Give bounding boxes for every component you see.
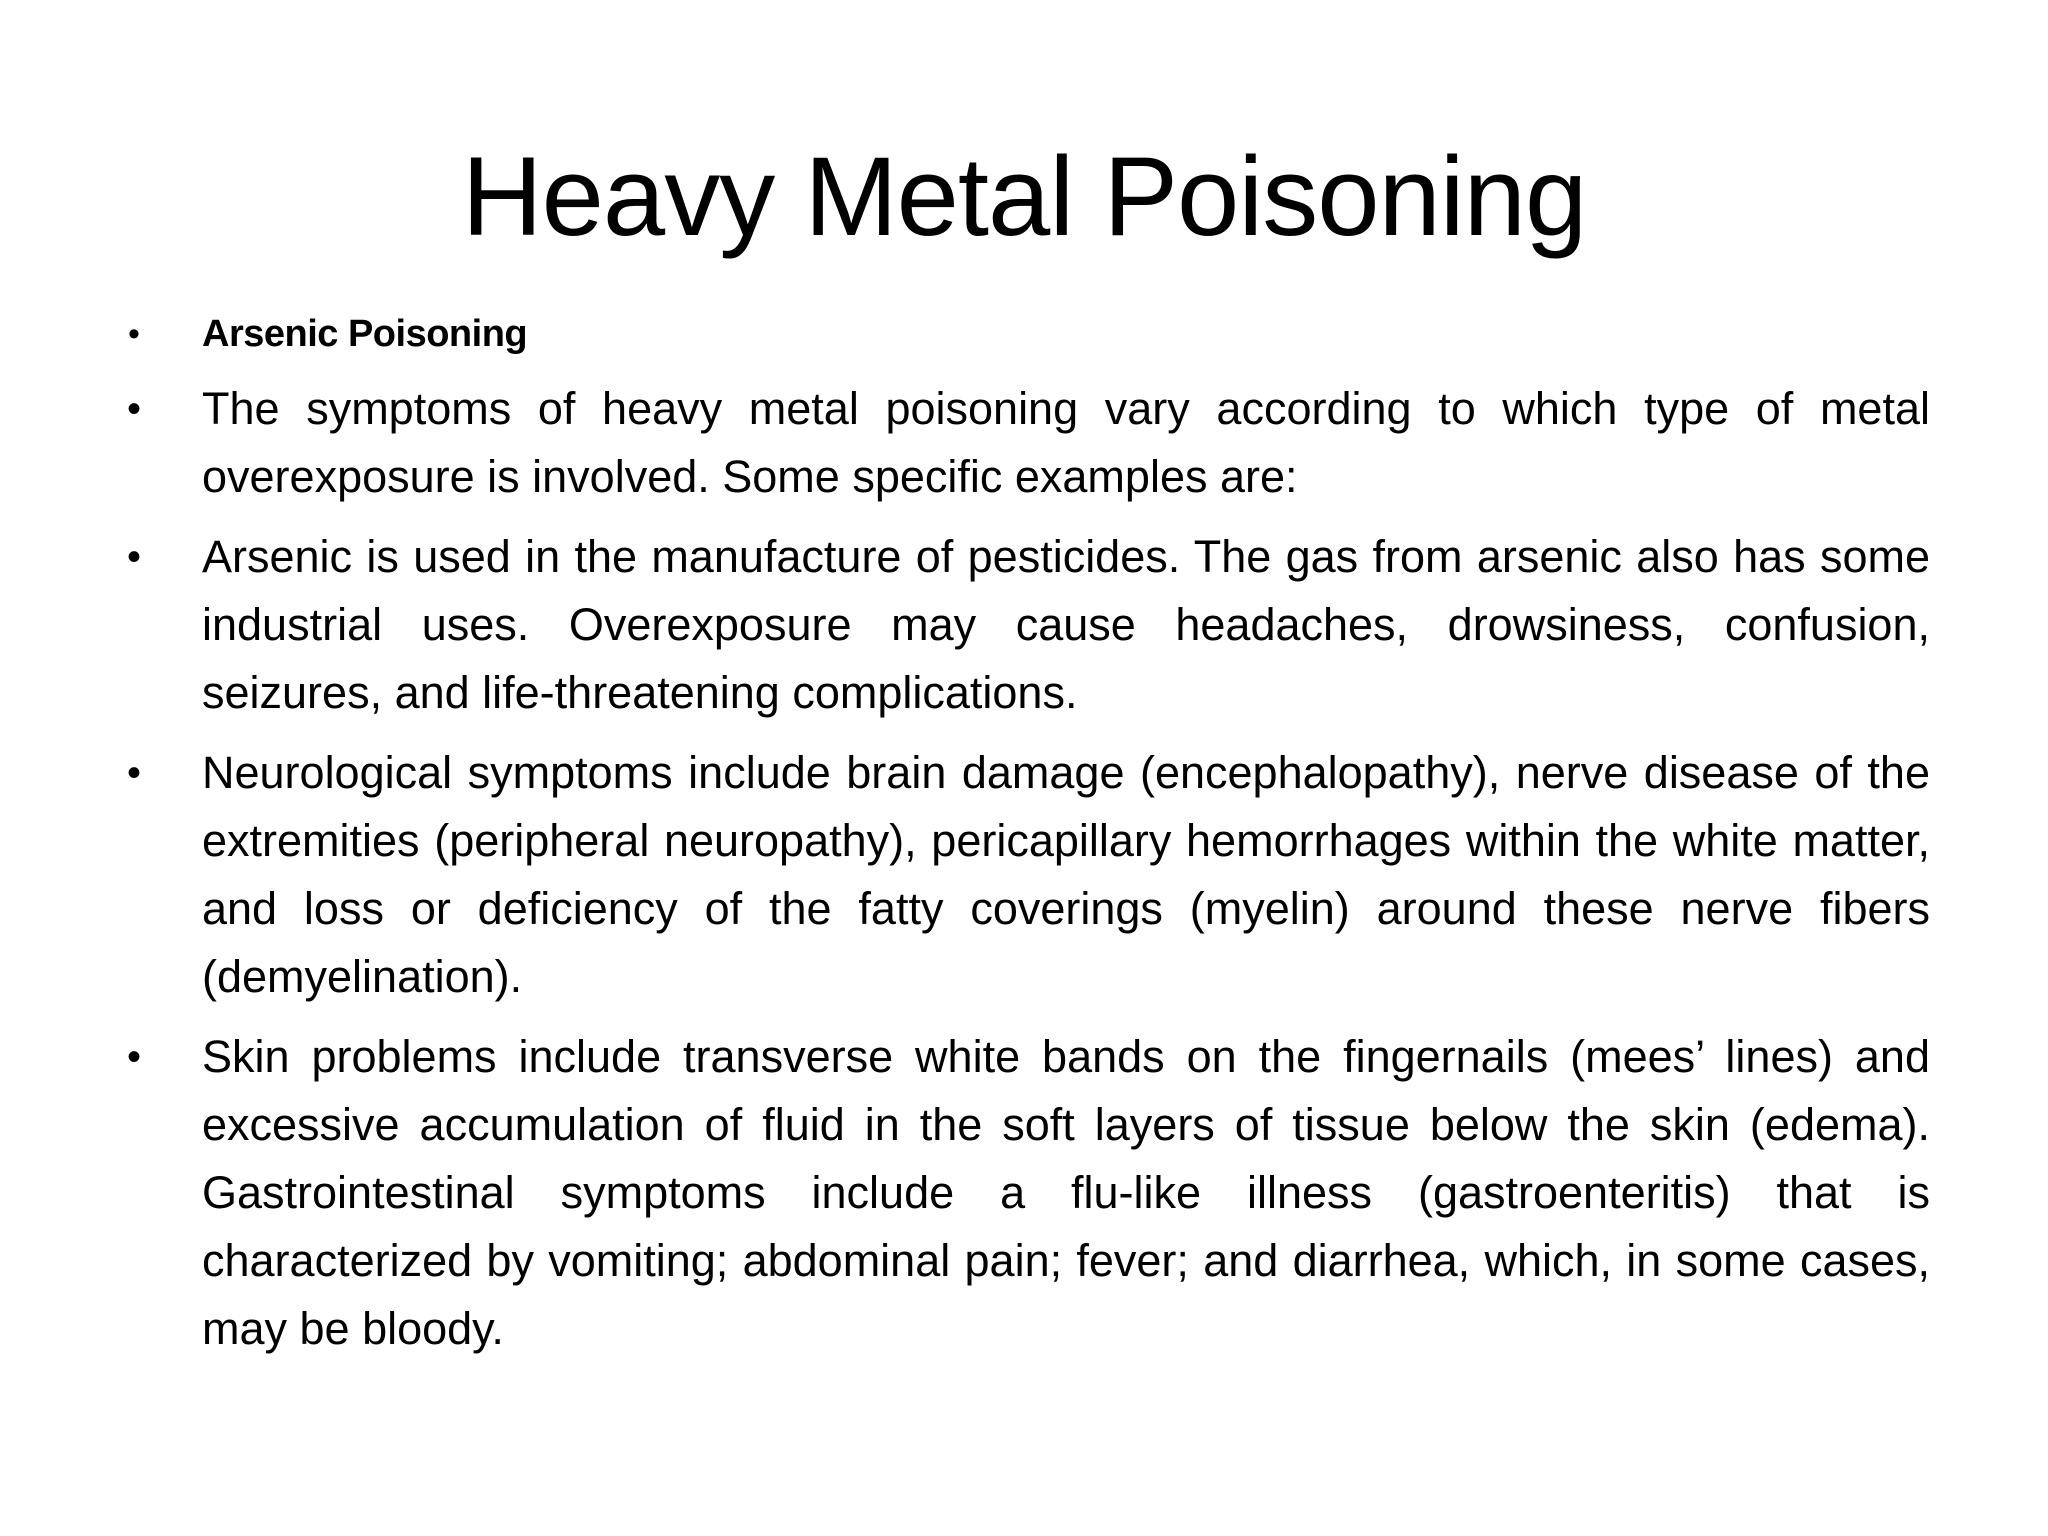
bullet-text: The symptoms of heavy metal poisoning vary according to which type of metal overexposure is involved. Some specific examples are: — [202, 383, 1930, 502]
bullet-item-symptoms-vary — [0, 375, 2048, 511]
bullet-icon: • — [126, 387, 141, 431]
bullet-text: Skin problems include transverse white bands on the fingernails (mees’ lines) and excessive accumulation of fluid in the soft layers of tissue below the skin (edema). Gastrointestinal symptoms include a flu-like illness (gastroenteritis) that is characterized by vomiting; abdominal pain; fever; and diarrhea, which, in some cases, may be bloody. — [202, 1031, 1930, 1354]
bullet-item-arsenic-uses — [0, 523, 2048, 727]
bullet-icon: • — [126, 751, 141, 795]
bullet-item-arsenic-poisoning — [0, 305, 2048, 363]
bullet-list — [0, 305, 2048, 1363]
bullet-icon: • — [126, 1035, 141, 1079]
bullet-item-neurological-symptoms — [0, 739, 2048, 1011]
bullet-text: Arsenic Poisoning — [202, 313, 528, 355]
bullet-icon: • — [128, 315, 140, 353]
bullet-item-skin-problems — [0, 1023, 2048, 1363]
slide-title: Heavy Metal Poisoning — [461, 134, 1587, 259]
bullet-text: Neurological symptoms include brain damage (encephalopathy), nerve disease of the extremities (peripheral neuropathy), pericapillary hemorrhages within the white matter, and loss or deficiency of the fatty coverings (myelin) around these nerve fibers (demyelination). — [202, 747, 1930, 1002]
bullet-text: Arsenic is used in the manufacture of pesticides. The gas from arsenic also has some industrial uses. Overexposure may cause headaches, drowsiness, confusion, seizures, and life-threatening complications. — [202, 531, 1930, 718]
bullet-icon: • — [126, 535, 141, 579]
